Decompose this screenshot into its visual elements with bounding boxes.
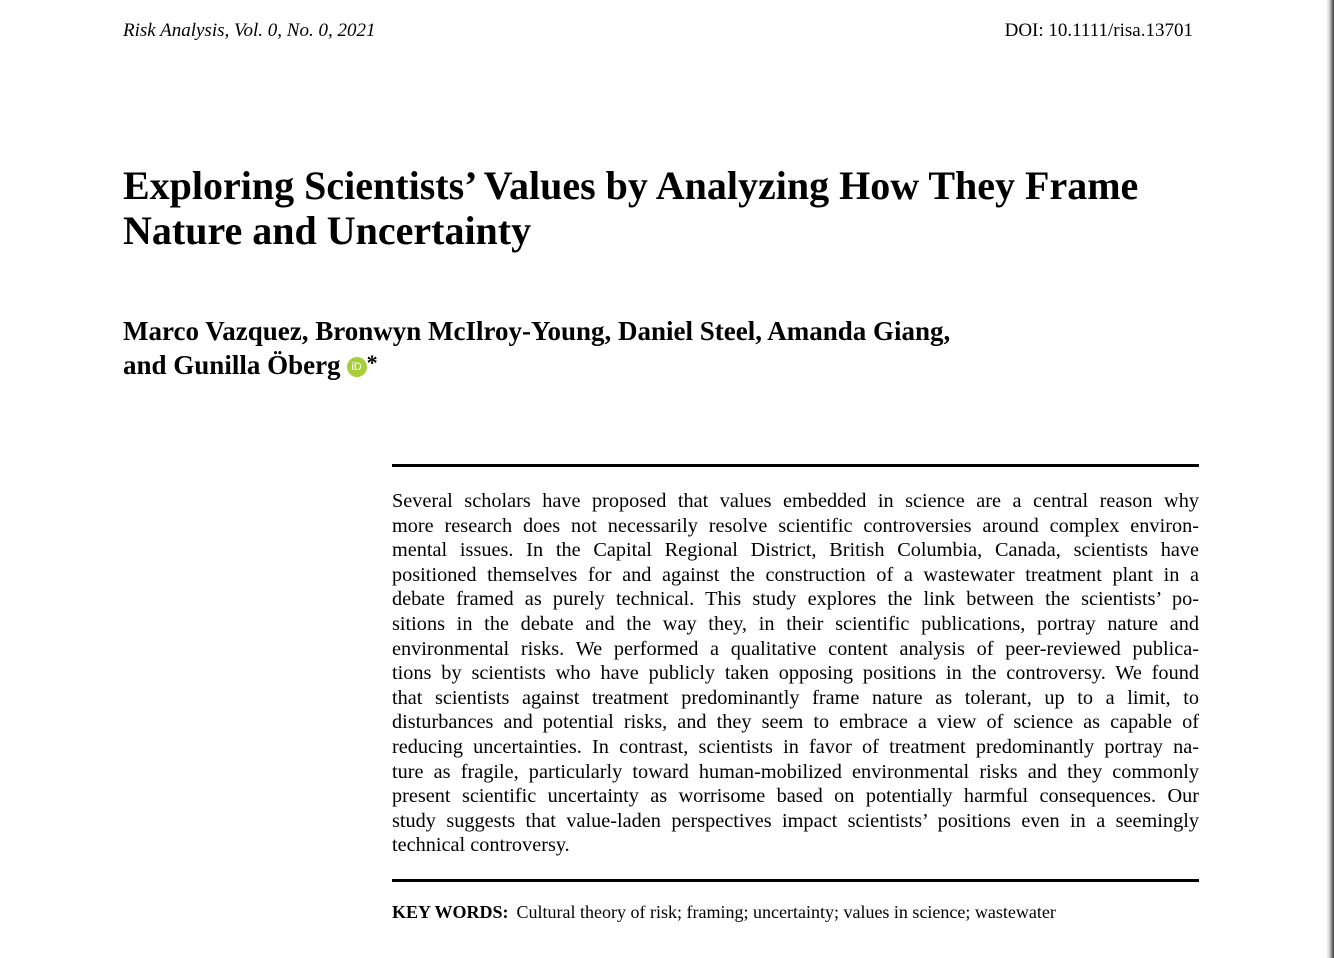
abstract-line: mental issues. In the Capital Regional District, British Columbia, Canada, scientists have: [392, 539, 1199, 562]
authors-line-2: and Gunilla Öberg: [123, 350, 341, 380]
abstract-line: more research does not necessarily resolve scientific controversies around complex environ-: [392, 514, 1199, 537]
abstract-line: sitions in the debate and the way they, in their scientific publications, portray nature and: [392, 612, 1199, 635]
keywords-text: Cultural theory of risk; framing; uncertainty; values in science; wastewater: [516, 902, 1056, 922]
abstract-line: ture as fragile, particularly toward human-mobilized environmental risks and they commonly: [392, 760, 1199, 783]
abstract-line: study suggests that value-laden perspectives impact scientists’ positions even in a seemingly: [392, 809, 1199, 832]
abstract-line: technical controversy.: [392, 834, 570, 857]
abstract-line: debate framed as purely technical. This study explores the link between the scientists’ po-: [392, 588, 1199, 611]
abstract-line: reducing uncertainties. In contrast, scientists in favor of treatment predominantly portray na-: [392, 735, 1199, 758]
keywords-label: KEY WORDS:: [392, 902, 509, 922]
abstract-line: tions by scientists who have publicly taken opposing positions in the controversy. We found: [392, 662, 1199, 685]
orcid-icon[interactable]: iD: [347, 357, 367, 377]
abstract-bottom-rule: [392, 879, 1199, 882]
article-title: [123, 163, 1213, 253]
abstract-line: environmental risks. We performed a qualitative content analysis of peer-reviewed publica-: [392, 637, 1199, 660]
doi-label: DOI: 10.1111/risa.13701: [1004, 20, 1193, 41]
page-edge-shadow: [1326, 0, 1334, 958]
abstract-top-rule: [392, 464, 1199, 467]
title-line-1: Exploring Scientists’ Values by Analyzing How They Frame: [123, 163, 1139, 208]
abstract-line: Several scholars have proposed that values embedded in science are a central reason why: [392, 490, 1199, 512]
abstract-text: [392, 489, 1199, 858]
journal-citation: Risk Analysis, Vol. 0, No. 0, 2021: [123, 20, 376, 41]
abstract-line: present scientific uncertainty as worrisome based on potentially harmful consequences. Our: [392, 785, 1199, 808]
abstract-line: disturbances and potential risks, and they seem to embrace a view of science as capable of: [392, 711, 1199, 734]
authors-line-1: Marco Vazquez, Bronwyn McIlroy-Young, Daniel Steel, Amanda Giang,: [123, 316, 951, 346]
abstract-line: that scientists against treatment predominantly frame nature as tolerant, up to a limit, to: [392, 686, 1199, 709]
author-list: [123, 315, 1123, 381]
corresponding-author-mark: *: [366, 350, 378, 375]
abstract-line: positioned themselves for and against the construction of a wastewater treatment plant in a: [392, 563, 1199, 586]
keywords: [392, 900, 1056, 924]
title-line-2: Nature and Uncertainty: [123, 208, 532, 253]
